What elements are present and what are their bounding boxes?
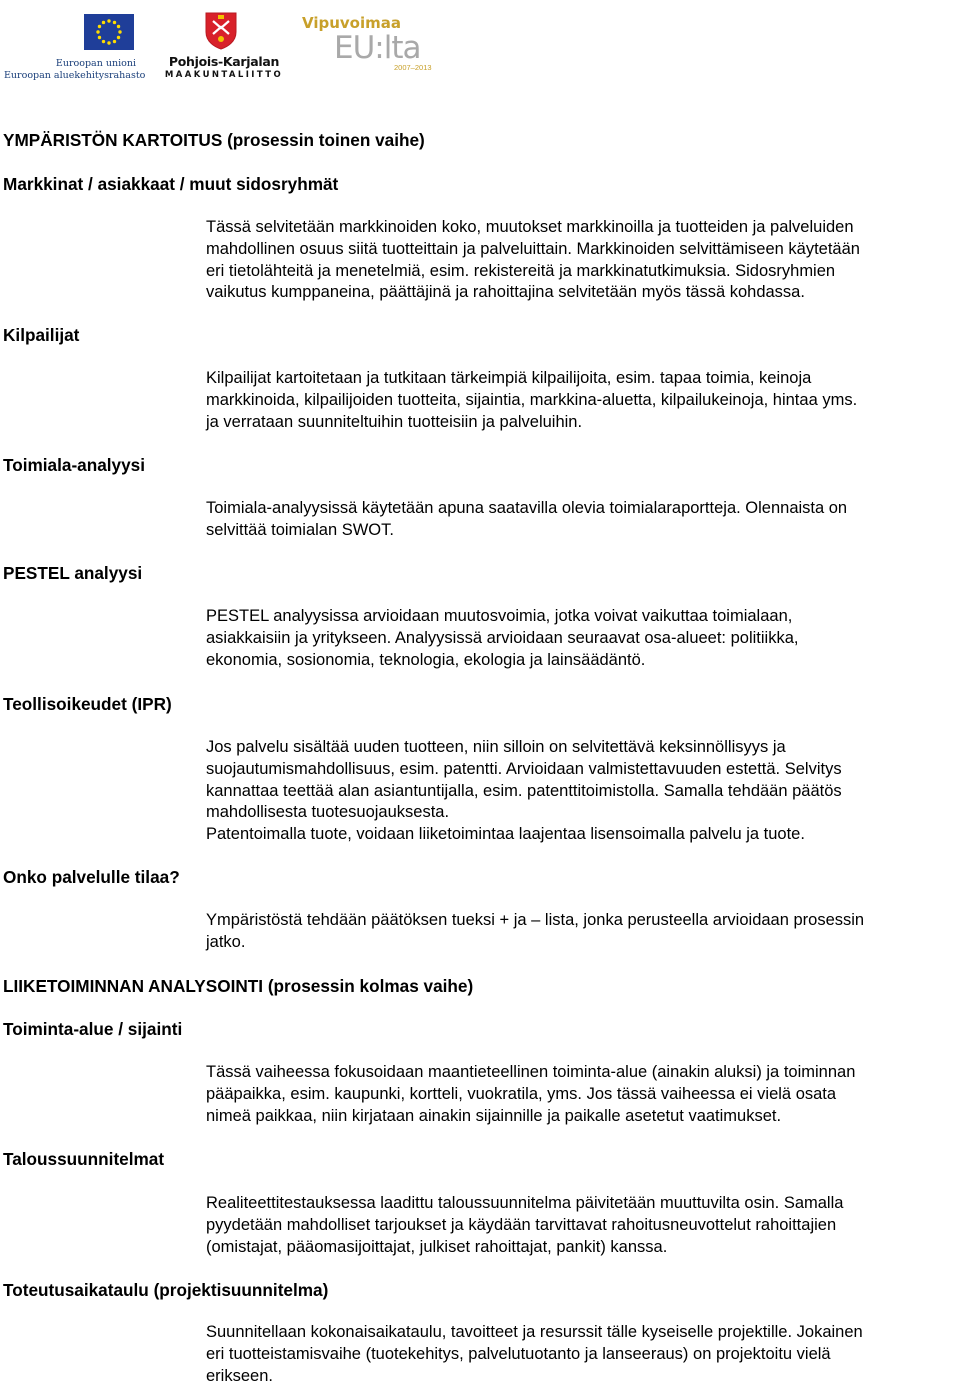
text-line: Realiteettitestauksessa laadittu taloussuunnitelma päivitetään muuttuvilta osin. Samalla [206,1194,844,1212]
text-line: vaikutus kumppaneina, päättäjinä ja rahoittajina selvitetään myös tässä kohdassa. [206,283,805,302]
vipuvoimaa-title: Vipuvoimaa [302,14,402,32]
paragraph-ipr [206,737,958,846]
text-line: markkinoida, kilpailijoiden tuotteita, sijaintia, markkina-aluetta, kilpailukeinoja, hintaa yms. [206,390,858,409]
text-line: kannattaa teettää alan asiantuntijalla, esim. patenttitoimistolla. Samalla tehdään päätös [206,781,842,800]
paragraph-toimiala [206,498,958,542]
text-line: (omistajat, pääomasijoittajat, julkiset rahoittajat, pankit) kanssa. [206,1237,668,1256]
paragraph-toiminta [206,1062,958,1127]
eu-star-icon [117,36,120,39]
eu-star-icon [98,25,101,28]
text-line: Tässä vaiheessa fokusoidaan maantieteellinen toiminta-alue (ainakin aluksi) ja toiminnan [206,1063,856,1081]
text-line: pääpaikka, esim. kaupunki, kortteli, vuokratila, yms. Jos tässä vaiheessa ei vielä osata [206,1084,837,1103]
text-line: nimeä paikkaa, niin kirjataan ainakin sijainnille ja paikalle asetetut vaatimukset. [206,1106,782,1125]
paragraph-markkinat [206,217,958,304]
pohjois-karjala-logo [163,12,285,84]
eu-star-icon [113,21,116,24]
label-toiminta: Toiminta-alue / sijainti [3,1019,183,1039]
text-line: pyydetään mahdolliset tarjoukset ja käydään tarvittavat rahoitusneuvottelut rahoittajien [206,1215,837,1234]
label-aikataulu: Toteutusaikataulu (projektisuunnitelma) [3,1280,329,1300]
label-talous: Taloussuunnitelmat [3,1149,165,1169]
paragraph-aikataulu [206,1322,958,1387]
text-line: asiakkaisiin ja yritykseen. Analyysissä arvioidaan seuraavat osa-alueet: politiikka, [206,628,799,647]
eu-star-icon [102,21,105,24]
text-line: Toimiala-analyysissä käytetään apuna saatavilla olevia toimialaraportteja. Olennaista on [206,499,848,517]
paragraph-talous [206,1193,958,1258]
paragraph-pestel [206,606,958,671]
text-line: PESTEL analyysissa arvioidaan muutosvoimia, jotka voivat vaikuttaa toimialaan, [206,607,793,625]
text-line: ja verrataan suunniteltuihin tuotteisiin ja palveluihin. [206,412,583,431]
text-line: Kilpailijat kartoitetaan ja tutkitaan tärkeimpiä kilpailijoita, esim. tapaa toimia, keinoja [206,369,812,387]
text-line: selvittää toimialan SWOT. [206,520,394,539]
eu-caption-line2: Euroopan aluekehitysrahasto [4,70,146,81]
paragraph-kilpailijat [206,368,958,433]
text-line: erikseen. [206,1366,273,1385]
text-line: Tässä selvitetään markkinoiden koko, muutokset markkinoilla ja tuotteiden ja palveluiden [206,218,854,236]
label-kilpailijat: Kilpailijat [3,325,80,345]
text-line: eri tuotteistamisvaihe (tuotekehitys, palvelutuotanto ja lanseeraus) on projektoitu vielä [206,1344,831,1363]
eu-star-icon [113,40,116,43]
vipuvoimaa-logo [302,14,432,76]
eu-star-icon [102,40,105,43]
section-heading-ymparisto: YMPÄRISTÖN KARTOITUS (prosessin toinen vaihe) [3,130,425,150]
eu-star-icon [107,41,110,44]
crest-icon [205,12,237,50]
vipuvoimaa-eu: EU:lta [334,30,421,66]
paragraph-tilaa [206,910,958,954]
text-line: Jos palvelu sisältää uuden tuotteen, niin silloin on selvitettävä keksinnöllisyys ja [206,738,786,756]
label-markkinat: Markkinat / asiakkaat / muut sidosryhmät [3,174,339,194]
text-line: Patentoimalla tuote, voidaan liiketoimintaa laajentaa lisensoimalla palvelu ja tuote. [206,825,805,844]
text-line: Ympäristöstä tehdään päätöksen tueksi + ja – lista, jonka perusteella arvioidaan prosessin [206,911,865,929]
vipuvoimaa-years: 2007–2013 [394,63,432,72]
eu-logo [4,10,146,84]
label-ipr: Teollisoikeudet (IPR) [3,694,172,714]
text-line: suojautumismahdollisuus, esim. patentti. Arvioidaan valmistettavuuden estettä. Selvitys [206,759,842,778]
label-pestel: PESTEL analyysi [3,563,143,583]
text-line: eri tietolähteitä ja menetelmiä, esim. rekistereitä ja markkinatutkimuksia. Sidosryhmien [206,261,836,280]
eu-star-icon [117,25,120,28]
label-toimiala: Toimiala-analyysi [3,455,146,475]
eu-star-icon [118,30,121,33]
eu-star-icon [107,19,110,22]
text-line: jatko. [206,932,246,951]
section-heading-liiketoiminta: LIIKETOIMINNAN ANALYSOINTI (prosessin kolmas vaihe) [3,976,474,996]
label-tilaa: Onko palvelulle tilaa? [3,867,180,887]
text-line: mahdollinen osuus siitä tuotteittain ja palveluittain. Markkinoiden selvittämiseen käytetään [206,239,860,258]
eu-caption-line1: Euroopan unioni [55,58,136,69]
text-line: ekonomia, sosionomia, teknologia, ekologia ja lainsäädäntö. [206,650,646,669]
pk-name: Pohjois-Karjalan [168,54,280,69]
text-line: mahdollisesta tuotesuojauksesta. [206,803,450,822]
eu-flag-icon [84,14,134,50]
eu-star-icon [96,30,99,33]
text-line: Suunnitellaan kokonaisaikataulu, tavoitteet ja resurssit tälle kyseiselle projektille. Jokainen [206,1323,863,1341]
eu-star-icon [98,36,101,39]
pk-sub: MAAKUNTALIITTO [164,70,284,80]
